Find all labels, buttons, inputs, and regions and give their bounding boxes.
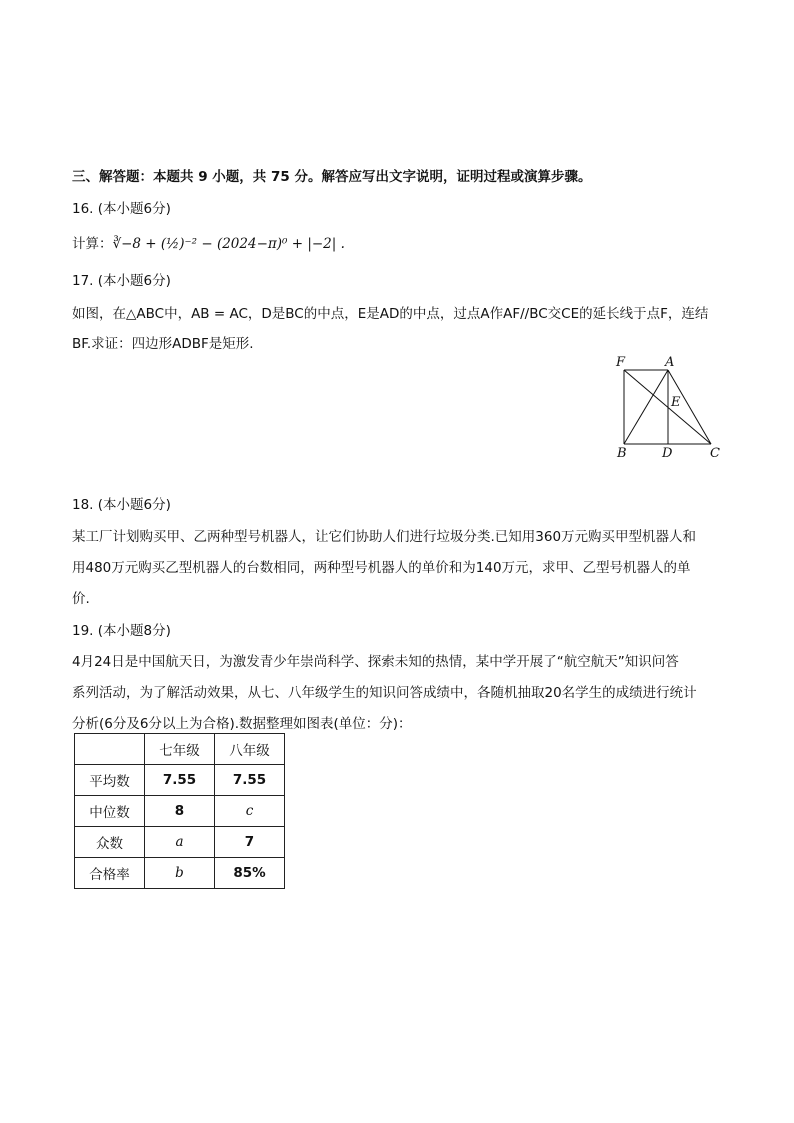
q19-line-2: 系列活动，为了解活动效果，从七、八年级学生的知识问答成绩中，各随机抽取20名学生的成绩进行统计 — [72, 685, 697, 701]
section-header: 三、解答题：本题共 9 小题，共 75 分。解答应写出文字说明，证明过程或演算步骤。 — [72, 169, 592, 185]
table-header-cell — [75, 734, 145, 765]
table-cell: 众数 — [75, 827, 145, 858]
table-header-cell: 七年级 — [145, 734, 215, 765]
table-cell: 合格率 — [75, 858, 145, 889]
q18-line-3: 价. — [72, 591, 90, 607]
q16-title: 16. (本小题6分) — [72, 201, 171, 217]
table-row — [75, 827, 285, 858]
table-header-cell: 八年级 — [215, 734, 285, 765]
segment-ab — [624, 370, 668, 444]
q18-line-1: 某工厂计划购买甲、乙两种型号机器人，让它们协助人们进行垃圾分类.已知用360万元购买甲型机器人和 — [72, 529, 697, 545]
table-header-row — [75, 734, 285, 765]
q18-line-2: 用480万元购买乙型机器人的台数相同，两种型号机器人的单价和为140万元，求甲、乙型号机器人的单 — [72, 560, 691, 576]
q17-line-2: BF.求证：四边形ADBF是矩形. — [72, 336, 254, 352]
geometry-figure — [612, 352, 724, 462]
label-f: F — [616, 355, 626, 370]
q19-line-3: 分析(6分及6分以上为合格).数据整理如图表(单位：分)： — [72, 716, 412, 732]
q19-title: 19. (本小题8分) — [72, 623, 171, 639]
label-b: B — [617, 446, 627, 461]
table-row — [75, 858, 285, 889]
table-row — [75, 796, 285, 827]
table-cell: a — [145, 827, 215, 858]
q16-prefix: 计算： — [72, 236, 113, 252]
q17-title: 17. (本小题6分) — [72, 273, 171, 289]
table-cell: b — [145, 858, 215, 889]
q16-expression: ∛−8 + (½)⁻² − (2024−π)⁰ + |−2| . — [112, 236, 345, 252]
q16-statement — [72, 232, 345, 252]
table-cell: 平均数 — [75, 765, 145, 796]
q19-line-1: 4月24日是中国航天日，为激发青少年崇尚科学、探索未知的热情，某中学开展了“航空航天”知识问答 — [72, 654, 679, 670]
grade-stats-table — [74, 733, 285, 889]
label-c: C — [710, 446, 720, 461]
table-row — [75, 765, 285, 796]
q17-line-1: 如图，在△ABC中，AB = AC，D是BC的中点，E是AD的中点，过点A作AF//BC交CE的延长线于点F，连结 — [72, 306, 709, 322]
table-cell: 7.55 — [145, 765, 215, 796]
label-d: D — [662, 446, 673, 461]
table-cell: c — [215, 796, 285, 827]
table-cell: 85% — [215, 858, 285, 889]
table-cell: 8 — [145, 796, 215, 827]
table-cell: 中位数 — [75, 796, 145, 827]
table-cell: 7.55 — [215, 765, 285, 796]
label-e: E — [671, 395, 681, 410]
label-a: A — [665, 355, 675, 370]
q18-title: 18. (本小题6分) — [72, 497, 171, 513]
table-cell: 7 — [215, 827, 285, 858]
